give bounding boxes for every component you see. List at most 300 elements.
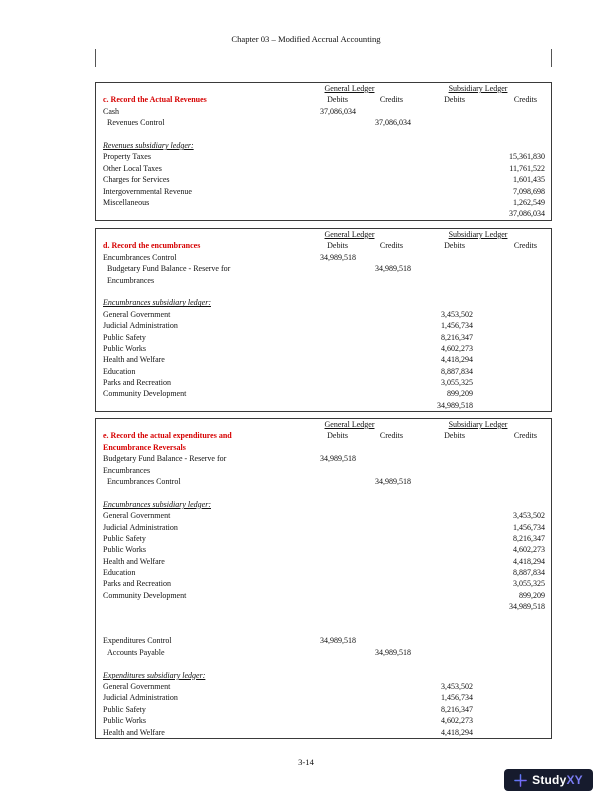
account-label: Health and Welfare bbox=[103, 727, 165, 737]
ledger-header-row bbox=[96, 419, 545, 430]
sub-credit-amount bbox=[473, 286, 545, 297]
sub-debit-amount bbox=[411, 510, 473, 521]
gl-credit-amount bbox=[356, 252, 411, 263]
account-label: Community Development bbox=[103, 389, 187, 399]
gl-debit-amount: 34,989,518 bbox=[320, 252, 356, 262]
gl-debit-amount bbox=[288, 151, 356, 162]
gl-credit-amount bbox=[356, 163, 411, 174]
gl-credit-amount bbox=[356, 487, 411, 498]
account-label bbox=[96, 400, 288, 411]
account-label: Community Development bbox=[103, 590, 187, 600]
sub-debits-header: Debits bbox=[444, 95, 465, 105]
journal-row bbox=[96, 163, 545, 174]
gl-debit-amount bbox=[288, 320, 356, 331]
general-ledger-header: General Ledger bbox=[324, 230, 375, 239]
gl-credit-amount bbox=[356, 635, 411, 646]
ledger-header-row bbox=[96, 83, 545, 94]
sub-credit-amount bbox=[473, 275, 545, 286]
sub-credit-amount bbox=[473, 647, 545, 658]
sub-credit-amount bbox=[473, 140, 545, 151]
journal-row bbox=[96, 522, 545, 533]
plus-icon bbox=[514, 774, 527, 787]
gl-debit-amount bbox=[288, 556, 356, 567]
section-title: d. Record the encumbrances bbox=[103, 241, 201, 251]
gl-credit-amount: 37,086,034 bbox=[375, 118, 411, 128]
sub-credit-amount: 15,361,830 bbox=[509, 152, 545, 162]
sub-credit-amount bbox=[473, 476, 545, 487]
gl-debit-amount bbox=[288, 692, 356, 703]
gl-debit-amount bbox=[288, 297, 356, 308]
section-title: c. Record the Actual Revenues bbox=[103, 95, 207, 105]
gl-debits-header: Debits bbox=[327, 95, 348, 105]
gl-debit-amount bbox=[288, 578, 356, 589]
sub-debit-amount: 4,602,273 bbox=[441, 716, 473, 726]
sub-credits-header: Credits bbox=[513, 431, 537, 441]
sub-debit-amount bbox=[411, 151, 473, 162]
sub-credit-amount bbox=[473, 400, 545, 411]
account-label: Budgetary Fund Balance - Reserve for bbox=[103, 454, 227, 464]
gl-debit-amount: 34,989,518 bbox=[320, 636, 356, 646]
journal-row bbox=[96, 567, 545, 578]
account-label: Public Safety bbox=[103, 332, 146, 342]
gl-debit-amount bbox=[288, 263, 356, 274]
sub-debit-amount bbox=[411, 601, 473, 612]
account-label: General Government bbox=[103, 309, 171, 319]
gl-credit-amount bbox=[356, 670, 411, 681]
spacer-cell bbox=[96, 229, 288, 240]
journal-row bbox=[96, 727, 545, 738]
journal-row bbox=[96, 343, 545, 354]
sub-credit-amount: 34,989,518 bbox=[509, 602, 545, 612]
column-header-row bbox=[96, 430, 545, 441]
gl-credit-amount bbox=[356, 522, 411, 533]
gl-credit-amount bbox=[356, 208, 411, 219]
account-label: Public Safety bbox=[103, 533, 146, 543]
sub-debit-amount bbox=[411, 533, 473, 544]
journal-row bbox=[96, 704, 545, 715]
sub-credit-amount: 899,209 bbox=[519, 590, 545, 600]
account-label: Public Works bbox=[103, 716, 146, 726]
gl-credit-amount bbox=[356, 715, 411, 726]
account-label bbox=[96, 286, 288, 297]
sub-debit-amount bbox=[411, 567, 473, 578]
sub-credit-amount bbox=[473, 309, 545, 320]
gl-credit-amount bbox=[356, 453, 411, 464]
sub-debit-amount: 3,453,502 bbox=[441, 681, 473, 691]
sub-debit-amount bbox=[411, 286, 473, 297]
account-label: Encumbrances bbox=[103, 465, 151, 475]
sub-credit-amount: 7,098,698 bbox=[513, 186, 545, 196]
journal-row bbox=[96, 510, 545, 521]
gl-credits-header: Credits bbox=[379, 95, 403, 105]
account-label: General Government bbox=[103, 511, 171, 521]
gl-debits-header: Debits bbox=[327, 431, 348, 441]
sub-credit-amount bbox=[473, 320, 545, 331]
journal-row bbox=[96, 388, 545, 399]
journal-row bbox=[96, 476, 545, 487]
sub-credit-amount bbox=[473, 377, 545, 388]
gl-credit-amount bbox=[356, 567, 411, 578]
journal-row bbox=[96, 275, 545, 286]
gl-debit-amount bbox=[288, 366, 356, 377]
gl-debit-amount bbox=[288, 465, 356, 476]
gl-credit-amount bbox=[356, 510, 411, 521]
account-label bbox=[96, 613, 288, 624]
account-label: Judicial Administration bbox=[103, 522, 178, 532]
journal-row bbox=[96, 578, 545, 589]
gl-credit-amount bbox=[356, 151, 411, 162]
sub-debits-header: Debits bbox=[444, 431, 465, 441]
section-title: e. Record the actual expenditures and bbox=[103, 431, 232, 441]
gl-debit-amount bbox=[288, 533, 356, 544]
sub-debit-amount bbox=[411, 670, 473, 681]
gl-credit-amount: 34,989,518 bbox=[375, 647, 411, 657]
sub-credit-amount bbox=[473, 263, 545, 274]
gl-credit-amount bbox=[356, 499, 411, 510]
sub-debit-amount bbox=[411, 556, 473, 567]
sub-credit-amount: 3,055,325 bbox=[513, 579, 545, 589]
gl-credit-amount bbox=[356, 704, 411, 715]
gl-credits-header: Credits bbox=[379, 431, 403, 441]
gl-debit-amount bbox=[288, 658, 356, 669]
gl-credit-amount bbox=[356, 343, 411, 354]
account-label: Public Works bbox=[103, 545, 146, 555]
journal-row bbox=[96, 556, 545, 567]
sub-credit-amount: 1,456,734 bbox=[513, 522, 545, 532]
account-label bbox=[96, 487, 288, 498]
account-label: General Government bbox=[103, 681, 171, 691]
general-ledger-header: General Ledger bbox=[324, 420, 375, 429]
gl-credit-amount bbox=[356, 624, 411, 635]
ledger-header-row bbox=[96, 229, 545, 240]
journal-row bbox=[96, 400, 545, 411]
gl-debit-amount bbox=[288, 567, 356, 578]
account-label: Public Safety bbox=[103, 704, 146, 714]
account-label: Judicial Administration bbox=[103, 321, 178, 331]
sub-debit-amount bbox=[411, 106, 473, 117]
account-label: Other Local Taxes bbox=[103, 163, 162, 173]
account-label: Judicial Administration bbox=[103, 693, 178, 703]
sub-debit-amount bbox=[411, 163, 473, 174]
sub-credit-amount bbox=[473, 715, 545, 726]
account-label: Parks and Recreation bbox=[103, 378, 171, 388]
gl-credit-amount bbox=[356, 106, 411, 117]
gl-debit-amount bbox=[288, 613, 356, 624]
blank-row bbox=[96, 487, 545, 498]
journal-row bbox=[96, 499, 545, 510]
sub-credit-amount bbox=[473, 106, 545, 117]
gl-credit-amount: 34,989,518 bbox=[375, 264, 411, 274]
gl-credit-amount bbox=[356, 544, 411, 555]
sub-debit-amount bbox=[411, 140, 473, 151]
gl-credit-amount bbox=[356, 727, 411, 738]
journal-row bbox=[96, 117, 545, 128]
sub-credit-amount: 3,453,502 bbox=[513, 511, 545, 521]
journal-row bbox=[96, 533, 545, 544]
sub-debit-amount: 4,418,294 bbox=[441, 355, 473, 365]
sub-credit-amount bbox=[473, 332, 545, 343]
gl-debit-amount bbox=[288, 117, 356, 128]
account-label: Property Taxes bbox=[103, 152, 151, 162]
journal-row bbox=[96, 174, 545, 185]
sub-debit-amount bbox=[411, 522, 473, 533]
sub-credit-amount bbox=[473, 117, 545, 128]
account-label: Education bbox=[103, 366, 136, 376]
gl-credit-amount bbox=[356, 129, 411, 140]
sub-credit-amount bbox=[473, 681, 545, 692]
account-label: Charges for Services bbox=[103, 175, 170, 185]
gl-debit-amount bbox=[288, 499, 356, 510]
gl-debit-amount bbox=[288, 197, 356, 208]
sub-debit-amount bbox=[411, 252, 473, 263]
gl-credit-amount bbox=[356, 658, 411, 669]
journal-row bbox=[96, 601, 545, 612]
sub-credit-amount: 1,262,549 bbox=[513, 197, 545, 207]
page-header-title: Chapter 03 – Modified Accrual Accounting bbox=[231, 34, 381, 44]
sub-credit-amount bbox=[473, 343, 545, 354]
journal-row bbox=[96, 208, 545, 219]
gl-debit-amount bbox=[288, 670, 356, 681]
studyxy-logo bbox=[504, 769, 593, 791]
account-label: Revenues Control bbox=[107, 118, 165, 128]
sub-credit-amount: 4,602,273 bbox=[513, 545, 545, 555]
journal-row bbox=[96, 297, 545, 308]
gl-credit-amount bbox=[356, 286, 411, 297]
account-label: Parks and Recreation bbox=[103, 579, 171, 589]
gl-debit-amount bbox=[288, 174, 356, 185]
journal-row bbox=[96, 590, 545, 601]
sub-debits-header: Debits bbox=[444, 241, 465, 251]
journal-row bbox=[96, 332, 545, 343]
sub-debit-amount bbox=[411, 647, 473, 658]
account-label: Public Works bbox=[103, 343, 146, 353]
gl-credit-amount bbox=[356, 465, 411, 476]
gl-debit-amount bbox=[288, 377, 356, 388]
gl-debit-amount bbox=[288, 275, 356, 286]
journal-entry-box-e bbox=[95, 418, 552, 739]
gl-debit-amount bbox=[288, 400, 356, 411]
gl-debit-amount bbox=[288, 186, 356, 197]
spacer-cell bbox=[96, 419, 288, 430]
journal-row bbox=[96, 320, 545, 331]
gl-debit-amount bbox=[288, 715, 356, 726]
sub-debit-amount: 8,216,347 bbox=[441, 332, 473, 342]
account-label: Cash bbox=[103, 106, 119, 116]
account-label: Health and Welfare bbox=[103, 556, 165, 566]
gl-credit-amount bbox=[356, 174, 411, 185]
gl-debit-amount: 37,086,034 bbox=[320, 106, 356, 116]
sub-debit-amount: 3,055,325 bbox=[441, 378, 473, 388]
sub-debit-amount bbox=[411, 658, 473, 669]
gl-credit-amount bbox=[356, 388, 411, 399]
sub-debit-amount bbox=[411, 476, 473, 487]
sub-debit-amount bbox=[411, 613, 473, 624]
section-title-line2: Encumbrance Reversals bbox=[103, 442, 186, 452]
sub-credit-amount bbox=[473, 704, 545, 715]
account-label bbox=[96, 601, 288, 612]
gl-debit-amount: 34,989,518 bbox=[320, 454, 356, 464]
subledger-heading: Encumbrances subsidiary ledger: bbox=[103, 499, 211, 509]
gl-credit-amount bbox=[356, 309, 411, 320]
gl-credit-amount bbox=[356, 197, 411, 208]
sub-credit-amount: 37,086,034 bbox=[509, 209, 545, 219]
gl-debit-amount bbox=[288, 140, 356, 151]
brand-name-secondary: XY bbox=[566, 773, 583, 787]
sub-credit-amount bbox=[473, 388, 545, 399]
blank-row bbox=[96, 613, 545, 624]
gl-credit-amount bbox=[356, 186, 411, 197]
sub-credit-amount bbox=[473, 635, 545, 646]
journal-entry-box-c bbox=[95, 82, 552, 221]
gl-credit-amount bbox=[356, 556, 411, 567]
sub-debit-amount bbox=[411, 275, 473, 286]
account-label: Budgetary Fund Balance - Reserve for bbox=[107, 264, 231, 274]
sub-debit-amount: 8,216,347 bbox=[441, 704, 473, 714]
sub-debit-amount: 1,456,734 bbox=[441, 693, 473, 703]
gl-credit-amount bbox=[356, 590, 411, 601]
sub-credit-amount bbox=[473, 692, 545, 703]
journal-row bbox=[96, 354, 545, 365]
gl-credits-header: Credits bbox=[379, 241, 403, 251]
sub-credit-amount bbox=[473, 487, 545, 498]
sub-credit-amount bbox=[473, 366, 545, 377]
journal-row bbox=[96, 366, 545, 377]
gl-debit-amount bbox=[288, 129, 356, 140]
brand-name-primary: Study bbox=[532, 773, 567, 787]
sub-debit-amount bbox=[411, 499, 473, 510]
sub-credit-amount: 11,761,522 bbox=[509, 163, 545, 173]
sub-debit-amount: 1,456,734 bbox=[441, 321, 473, 331]
sub-credit-amount bbox=[473, 252, 545, 263]
column-header-row bbox=[96, 240, 545, 251]
sub-credit-amount bbox=[473, 658, 545, 669]
account-label: Health and Welfare bbox=[103, 355, 165, 365]
sub-debit-amount bbox=[411, 635, 473, 646]
sub-debit-amount: 4,418,294 bbox=[441, 727, 473, 737]
gl-debits-header: Debits bbox=[327, 241, 348, 251]
gl-debit-amount bbox=[288, 647, 356, 658]
sub-debit-amount bbox=[411, 465, 473, 476]
sub-debit-amount bbox=[411, 453, 473, 464]
gl-debit-amount bbox=[288, 208, 356, 219]
journal-row bbox=[96, 670, 545, 681]
gl-debit-amount bbox=[288, 286, 356, 297]
gl-credit-amount bbox=[356, 533, 411, 544]
journal-row bbox=[96, 544, 545, 555]
journal-row bbox=[96, 263, 545, 274]
previous-box-remnant bbox=[95, 49, 552, 67]
journal-row bbox=[96, 715, 545, 726]
gl-debit-amount bbox=[288, 681, 356, 692]
gl-debit-amount bbox=[288, 727, 356, 738]
gl-debit-amount bbox=[288, 487, 356, 498]
gl-debit-amount bbox=[288, 354, 356, 365]
sub-debit-amount bbox=[411, 197, 473, 208]
gl-credit-amount bbox=[356, 400, 411, 411]
gl-debit-amount bbox=[288, 522, 356, 533]
journal-row bbox=[96, 197, 545, 208]
sub-credit-amount: 4,418,294 bbox=[513, 556, 545, 566]
subledger-heading: Expenditures subsidiary ledger: bbox=[103, 670, 206, 680]
subsidiary-ledger-header: Subsidiary Ledger bbox=[448, 420, 508, 429]
journal-row bbox=[96, 377, 545, 388]
sub-debit-amount bbox=[411, 129, 473, 140]
sub-debit-amount bbox=[411, 624, 473, 635]
sub-debit-amount: 34,989,518 bbox=[437, 400, 473, 410]
sub-credit-amount: 8,216,347 bbox=[513, 533, 545, 543]
account-label bbox=[96, 208, 288, 219]
sub-credit-amount bbox=[473, 670, 545, 681]
gl-credit-amount bbox=[356, 601, 411, 612]
gl-debit-amount bbox=[288, 510, 356, 521]
sub-credit-amount bbox=[473, 453, 545, 464]
column-header-row bbox=[96, 94, 545, 105]
sub-debit-amount bbox=[411, 263, 473, 274]
account-label: Intergovernmental Revenue bbox=[103, 186, 192, 196]
general-ledger-header: General Ledger bbox=[324, 84, 375, 93]
sub-credit-amount bbox=[473, 624, 545, 635]
gl-credit-amount bbox=[356, 377, 411, 388]
spacer-cell bbox=[96, 83, 288, 94]
journal-row bbox=[96, 681, 545, 692]
account-label: Accounts Payable bbox=[107, 647, 165, 657]
sub-credits-header: Credits bbox=[513, 95, 537, 105]
sub-debit-amount bbox=[411, 186, 473, 197]
journal-row bbox=[96, 151, 545, 162]
account-label: Expenditures Control bbox=[103, 636, 172, 646]
journal-row bbox=[96, 647, 545, 658]
gl-credit-amount bbox=[356, 366, 411, 377]
sub-debit-amount bbox=[411, 174, 473, 185]
sub-credit-amount bbox=[473, 354, 545, 365]
sub-credit-amount bbox=[473, 465, 545, 476]
sub-debit-amount: 899,209 bbox=[447, 389, 473, 399]
gl-debit-amount bbox=[288, 704, 356, 715]
gl-credit-amount bbox=[356, 297, 411, 308]
journal-row bbox=[96, 309, 545, 320]
blank-row bbox=[96, 658, 545, 669]
journal-row bbox=[96, 140, 545, 151]
sub-credit-amount: 8,887,834 bbox=[513, 568, 545, 578]
gl-credit-amount bbox=[356, 140, 411, 151]
sub-debit-amount bbox=[411, 117, 473, 128]
gl-credit-amount bbox=[356, 332, 411, 343]
blank-row bbox=[96, 624, 545, 635]
gl-debit-amount bbox=[288, 163, 356, 174]
account-label: Miscellaneous bbox=[103, 197, 150, 207]
gl-credit-amount bbox=[356, 692, 411, 703]
journal-entry-box-d bbox=[95, 228, 552, 412]
gl-debit-amount bbox=[288, 601, 356, 612]
journal-row bbox=[96, 106, 545, 117]
gl-debit-amount bbox=[288, 388, 356, 399]
gl-credit-amount bbox=[356, 681, 411, 692]
sub-debit-amount: 3,453,502 bbox=[441, 309, 473, 319]
page-number: 3-14 bbox=[298, 757, 314, 767]
sub-credit-amount bbox=[473, 129, 545, 140]
account-label: Education bbox=[103, 568, 136, 578]
gl-debit-amount bbox=[288, 309, 356, 320]
gl-credit-amount bbox=[356, 613, 411, 624]
sub-credit-amount: 1,601,435 bbox=[513, 175, 545, 185]
journal-row bbox=[96, 186, 545, 197]
account-label: Encumbrances bbox=[107, 275, 155, 285]
account-label: Encumbrances Control bbox=[103, 252, 177, 262]
sub-debit-amount bbox=[411, 544, 473, 555]
gl-debit-amount bbox=[288, 343, 356, 354]
gl-debit-amount bbox=[288, 544, 356, 555]
blank-row bbox=[96, 286, 545, 297]
